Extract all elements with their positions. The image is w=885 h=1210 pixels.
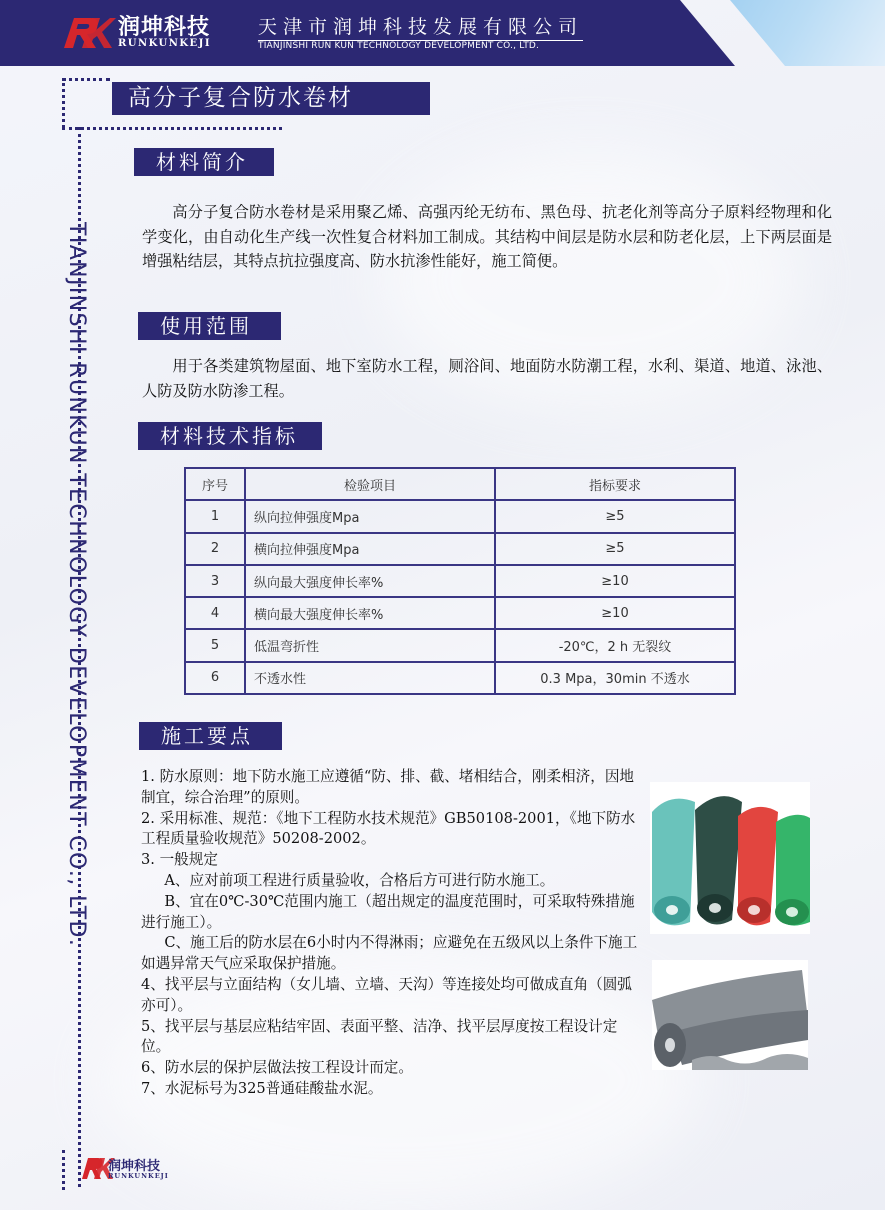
list-item: 1. 防水原则：地下防水施工应遵循“防、排、截、堵相结合，刚柔相济，因地制宜，综合治理”的原则。: [141, 768, 635, 806]
table-cell: 0.3 Mpa，30min 不透水: [495, 662, 735, 694]
table-cell: 3: [185, 565, 245, 597]
table-row: [185, 629, 735, 661]
vertical-company-name: TIANJINSHI RUNKUN TECHNOLOGY DEVELOPMENT CO., LTD.: [64, 222, 89, 948]
list-item: 3. 一般规定: [141, 851, 218, 869]
section-label-intro: 材料简介: [134, 148, 274, 176]
table-cell: ≥5: [495, 533, 735, 565]
list-item: 2. 采用标准、规范：《地下工程防水技术规范》GB50108-2001，《地下防水工程质量验收规范》50208-2002。: [141, 809, 636, 848]
section-label-points: 施工要点: [139, 722, 282, 750]
product-photo-gray-rolls: [652, 960, 808, 1070]
table-cell: ≥10: [495, 597, 735, 629]
table-header-row: [185, 468, 735, 500]
table-row: [185, 565, 735, 597]
table-cell: ≥10: [495, 565, 735, 597]
table-cell: 6: [185, 662, 245, 694]
gray-membrane-illustration: [652, 960, 808, 1070]
table-cell: 4: [185, 597, 245, 629]
table-cell: ≥5: [495, 500, 735, 532]
list-item: A、应对前项工程进行质量验收，合格后方可进行防水施工。: [164, 871, 555, 889]
list-item: C、施工后的防水层在6小时内不得淋雨；应避免在五级风以上条件下施工如遇异常天气应采取保护措施。: [141, 934, 638, 973]
table-header-cell: 检验项目: [245, 468, 495, 500]
company-logo-icon: [60, 12, 116, 52]
table-cell: 横向最大强度伸长率%: [245, 597, 495, 629]
logo-chinese-name: 润坤科技: [118, 15, 211, 40]
logo-english-name: RUNKUNKEJI: [118, 38, 212, 49]
table-header-cell: 序号: [185, 468, 245, 500]
company-name-chinese: 天津市润坤科技发展有限公司: [258, 12, 583, 41]
dotted-frame-line: [62, 1150, 65, 1190]
table-header-cell: 指标要求: [495, 468, 735, 500]
company-name-english: TIANJINSHI RUN KUN TECHNOLOGY DEVELOPMENT CO., LTD.: [258, 41, 540, 51]
table-cell: 不透水性: [245, 662, 495, 694]
table-cell: 5: [185, 629, 245, 661]
usage-paragraph: 用于各类建筑物屋面、地下室防水工程，厕浴间、地面防水防潮工程，水利、渠道、地道、泳池、人防及防水防渗工程。: [142, 357, 832, 400]
construction-points-list: [141, 767, 646, 1100]
dotted-frame-line: [62, 127, 282, 130]
list-item: 4、找平层与立面结构（女儿墙、立墙、天沟）等连接处均可做成直角（圆弧亦可）。: [141, 975, 632, 1014]
table-row: [185, 500, 735, 532]
table-row: [185, 597, 735, 629]
table-cell: 低温弯折性: [245, 629, 495, 661]
table-cell: 横向拉伸强度Mpa: [245, 533, 495, 565]
list-item: 5、找平层与基层应粘结牢固、表面平整、洁净、找平层厚度按工程设计定位。: [141, 1017, 618, 1056]
product-photo-rolls: [650, 782, 810, 934]
table-cell: -20℃，2 h 无裂纹: [495, 629, 735, 661]
list-item: 7、水泥标号为325普通硅酸盐水泥。: [141, 1079, 383, 1097]
membrane-rolls-illustration: [650, 782, 810, 934]
intro-paragraph: 高分子复合防水卷材是采用聚乙烯、高强丙纶无纺布、黑色母、抗老化剂等高分子原料经物理和化学变化，由自动化生产线一次性复合材料加工制成。其结构中间层是防水层和防老化层，上下两层面是增强粘结层，其特点抗拉强度高、防水抗渗性能好，施工简便。: [142, 203, 832, 270]
footer-logo-english: RUNKUNKEJI: [108, 1172, 169, 1180]
table-row: [185, 662, 735, 694]
table-cell: 1: [185, 500, 245, 532]
header-banner: [0, 0, 885, 66]
table-cell: 2: [185, 533, 245, 565]
section-label-specs: 材料技术指标: [138, 422, 322, 450]
table-cell: 纵向最大强度伸长率%: [245, 565, 495, 597]
dotted-frame-line: [62, 78, 110, 81]
dotted-frame-line: [62, 78, 65, 128]
table-row: [185, 533, 735, 565]
page-title: 高分子复合防水卷材: [112, 82, 430, 115]
spec-table: [184, 467, 736, 695]
list-item: 6、防水层的保护层做法按工程设计而定。: [141, 1059, 413, 1077]
table-cell: 纵向拉伸强度Mpa: [245, 500, 495, 532]
section-label-usage: 使用范围: [138, 312, 281, 340]
footer-logo-chinese: 润坤科技: [108, 1159, 161, 1174]
list-item: B、宜在0℃-30℃范围内施工（超出规定的温度范围时，可采取特殊措施进行施工）。: [141, 892, 635, 931]
